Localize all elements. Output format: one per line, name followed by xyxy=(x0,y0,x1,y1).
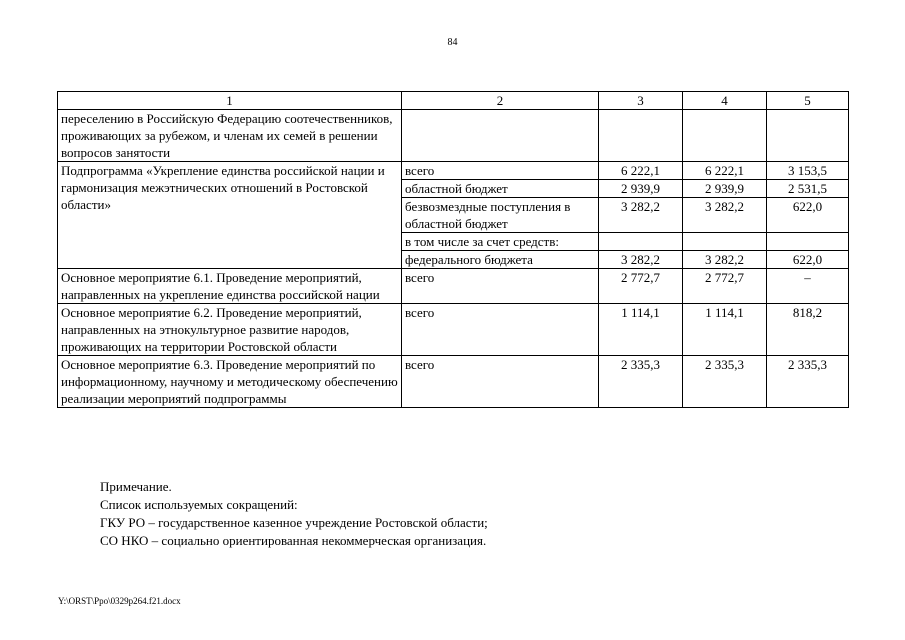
value-cell: 3 153,5 xyxy=(767,162,849,180)
table-row xyxy=(58,304,849,356)
funding-source: всего xyxy=(402,269,599,304)
column-header-1: 1 xyxy=(58,92,402,110)
file-path-footer: Y:\ORST\Ppo\0329p264.f21.docx xyxy=(58,596,181,606)
value-cell: 2 335,3 xyxy=(767,356,849,408)
activity-name: Основное мероприятие 6.3. Проведение мероприятий по информационному, научному и методическому обеспечению реализации мероприятий подпрограммы xyxy=(58,356,402,408)
value-cell: 3 282,2 xyxy=(599,251,683,269)
table-row xyxy=(58,162,849,180)
value-cell: 2 335,3 xyxy=(683,356,767,408)
funding-source: областной бюджет xyxy=(402,180,599,198)
value-cell: 3 282,2 xyxy=(683,198,767,233)
value-cell xyxy=(599,233,683,251)
table-row xyxy=(58,356,849,408)
table-header-row xyxy=(58,92,849,110)
value-cell: 3 282,2 xyxy=(683,251,767,269)
funding-source: всего xyxy=(402,304,599,356)
note-block xyxy=(100,478,488,550)
row-name: переселению в Российскую Федерацию соотечественников, проживающих за рубежом, и членам их семей в решении вопросов занятости xyxy=(58,110,402,162)
column-header-2: 2 xyxy=(402,92,599,110)
activity-name: Основное мероприятие 6.2. Проведение мероприятий, направленных на этнокультурное развитие народов, проживающих на территории Ростовской области xyxy=(58,304,402,356)
funding-source: в том числе за счет средств: xyxy=(402,233,599,251)
value-cell: 818,2 xyxy=(767,304,849,356)
value-cell: 2 939,9 xyxy=(683,180,767,198)
value-cell xyxy=(767,233,849,251)
value-cell: 2 772,7 xyxy=(683,269,767,304)
abbreviation-item: СО НКО – социально ориентированная некоммерческая организация. xyxy=(100,533,487,548)
funding-source: федерального бюджета xyxy=(402,251,599,269)
value-cell: 6 222,1 xyxy=(599,162,683,180)
abbreviations-title: Список используемых сокращений: xyxy=(100,497,298,512)
funding-source: безвозмездные поступления в областной бюджет xyxy=(402,198,599,233)
funding-source: всего xyxy=(402,356,599,408)
value-cell: 3 282,2 xyxy=(599,198,683,233)
value-cell: – xyxy=(767,269,849,304)
value-cell: 2 531,5 xyxy=(767,180,849,198)
budget-table xyxy=(57,91,849,408)
abbreviation-item: ГКУ РО – государственное казенное учреждение Ростовской области; xyxy=(100,515,488,530)
value-cell: 2 335,3 xyxy=(599,356,683,408)
table-row xyxy=(58,269,849,304)
column-header-4: 4 xyxy=(683,92,767,110)
value-cell: 1 114,1 xyxy=(683,304,767,356)
column-header-5: 5 xyxy=(767,92,849,110)
value-cell xyxy=(683,233,767,251)
funding-source: всего xyxy=(402,162,599,180)
subprogram-name: Подпрограмма «Укрепление единства российской нации и гармонизация межэтнических отношений в Ростовской области» xyxy=(58,162,402,269)
table-row xyxy=(58,110,849,162)
value-cell: 622,0 xyxy=(767,198,849,233)
activity-name: Основное мероприятие 6.1. Проведение мероприятий, направленных на укрепление единства российской нации xyxy=(58,269,402,304)
page-number: 84 xyxy=(447,37,458,48)
value-cell: 6 222,1 xyxy=(683,162,767,180)
value-cell: 2 939,9 xyxy=(599,180,683,198)
value-cell: 1 114,1 xyxy=(599,304,683,356)
note-title: Примечание. xyxy=(100,479,172,494)
column-header-3: 3 xyxy=(599,92,683,110)
value-cell: 2 772,7 xyxy=(599,269,683,304)
value-cell: 622,0 xyxy=(767,251,849,269)
